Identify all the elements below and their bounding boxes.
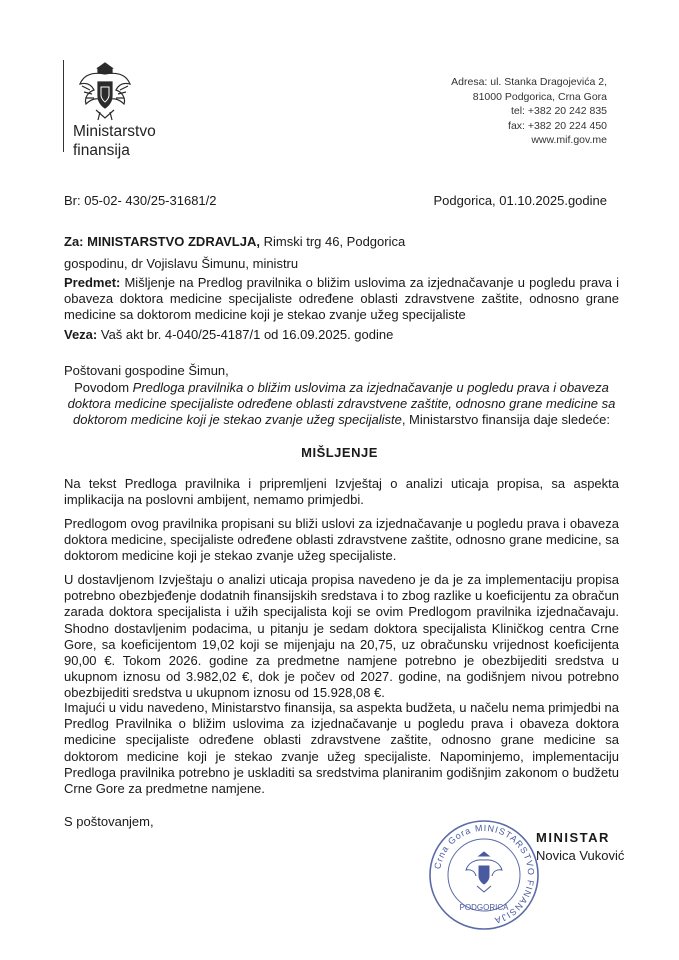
- paragraph-1: Na tekst Predloga pravilnika i pripremljeni Izvještaj o analizi uticaja propisa, sa aspekta implikacija na poslovni ambijent, nemamo primjedbi.: [64, 476, 619, 508]
- address-block: [451, 75, 607, 148]
- reference-label: Veza:: [64, 327, 98, 342]
- intro-prefix: Povodom: [74, 380, 133, 395]
- ministry-name-line2: finansija: [73, 142, 130, 159]
- paragraph-2: Predlogom ovog pravilnika propisani su bliži uslovi za izjednačavanje u pogledu prava i obaveza doktora medicine, specijaliste određene oblasti zdravstvene zaštite, odnosno grane medicine, sa doktorom medicine koji je stekao zvanje užeg specijaliste.: [64, 516, 619, 564]
- subject-line: [64, 275, 619, 324]
- address-fax: fax: +382 20 224 450: [508, 119, 607, 132]
- paragraph-4: Imajući u vidu navedeno, Ministarstvo finansija, sa aspekta budžeta, u načelu nema primjedbi na Predlog Pravilnika o bližim uslovima za izjednačavanje u pogledu prava i obaveza doktora medicine specijaliste određene oblasti zdravstvene zaštite, odnosno grane medicine sa doktorom medicine koji je stekao zvanje užeg specijaliste. Napominjemo, implementaciju Predloga pravilnika potrebno je uskladiti sa sredstvima planiranim godišnjim zakonom o budžetu Crne Gore za predmetne namjene.: [64, 700, 619, 797]
- signature-name: Novica Vuković: [536, 848, 625, 863]
- closing: S poštovanjem,: [64, 814, 154, 829]
- ministry-name-line1: Ministarstvo: [73, 123, 156, 140]
- address-street: Adresa: ul. Stanka Dragojevića 2,: [451, 76, 607, 88]
- address-web: www.mif.gov.me: [531, 134, 607, 147]
- opinion-heading: MIŠLJENJE: [301, 445, 378, 460]
- recipient-address: Rimski trg 46, Podgorica: [259, 234, 406, 249]
- subject-text: Mišljenje na Predlog pravilnika o bližim uslovima za izjednačavanje u pogledu prava i obaveza doktora medicine specijaliste određene oblasti zdravstvene zaštite, odnosno grane medicine sa doktorom medicine koji je stekao zvanje užeg specijaliste: [64, 275, 619, 323]
- recipient-attention: gospodinu, dr Vojislavu Šimunu, ministru: [64, 256, 299, 271]
- reference-number: Br: 05-02- 430/25-31681/2: [64, 193, 217, 208]
- reference-line: [64, 327, 619, 343]
- letterhead-rule: [63, 60, 64, 152]
- coat-of-arms-icon: [76, 60, 134, 122]
- intro-suffix: , Ministarstvo finansija daje sledeće:: [401, 412, 610, 428]
- subject-label: Predmet:: [64, 275, 121, 290]
- recipient-line: [64, 234, 619, 250]
- paragraph-3: U dostavljenom Izvještaju o analizi uticaja propisa navedeno je da je za implementaciju propisa potrebno obezbjeđenje dodatnih finansijskih sredstava i to zbog razlike u koeficijentu za obračun zarada doktora specijalista i užih specijalista koji se ovim Predlogom pravilnika izjednačavaju. Shodno dostavljenim podacima, u pitanju je sedam doktora specijalista Kliničkog centra Crne Gore, sa koeficijentom 19,02 koji se mijenjaju na 20,75, uz obračunsku vrijednost koeficijenta 90,00 €. Tokom 2026. godine za predmetne namjene potrebno je obezbijediti sredstva u ukupnom iznosu od 3.982,02 €, dok je počev od 2027. godine, na godišnjem nivou potrebno obezbijediti sredstva u ukupnom iznosu od 15.928,08 €.: [64, 572, 619, 701]
- reference-text: Vaš akt br. 4-040/25-4187/1 od 16.09.2025. godine: [97, 327, 394, 342]
- intro-paragraph: [64, 380, 619, 429]
- official-stamp: [427, 818, 541, 932]
- stamp-city: PODGORICA: [459, 903, 509, 912]
- address-city: 81000 Podgorica, Crna Gora: [472, 90, 607, 103]
- date-line: Podgorica, 01.10.2025.godine: [433, 193, 607, 208]
- intro-italic: Predloga pravilnika o bližim uslovima za izjednačavanje u pogledu prava i obaveza doktora medicine specijaliste određene oblasti zdravstvene zaštite, odnosno grane medicine sa doktorom medicine koji je stekao zvanje užeg specijaliste: [67, 380, 616, 428]
- stamp-ring-text: Crna Gora MINISTARSTVO FINANSIJA: [432, 822, 537, 926]
- address-tel: tel: +382 20 242 835: [510, 105, 607, 118]
- signature-title: MINISTAR: [536, 830, 610, 845]
- recipient-label: Za:: [64, 234, 84, 249]
- ministry-name: [73, 122, 156, 160]
- recipient-name: MINISTARSTVO ZDRAVLJA,: [87, 234, 260, 249]
- salutation: Poštovani gospodine Šimun,: [64, 363, 229, 378]
